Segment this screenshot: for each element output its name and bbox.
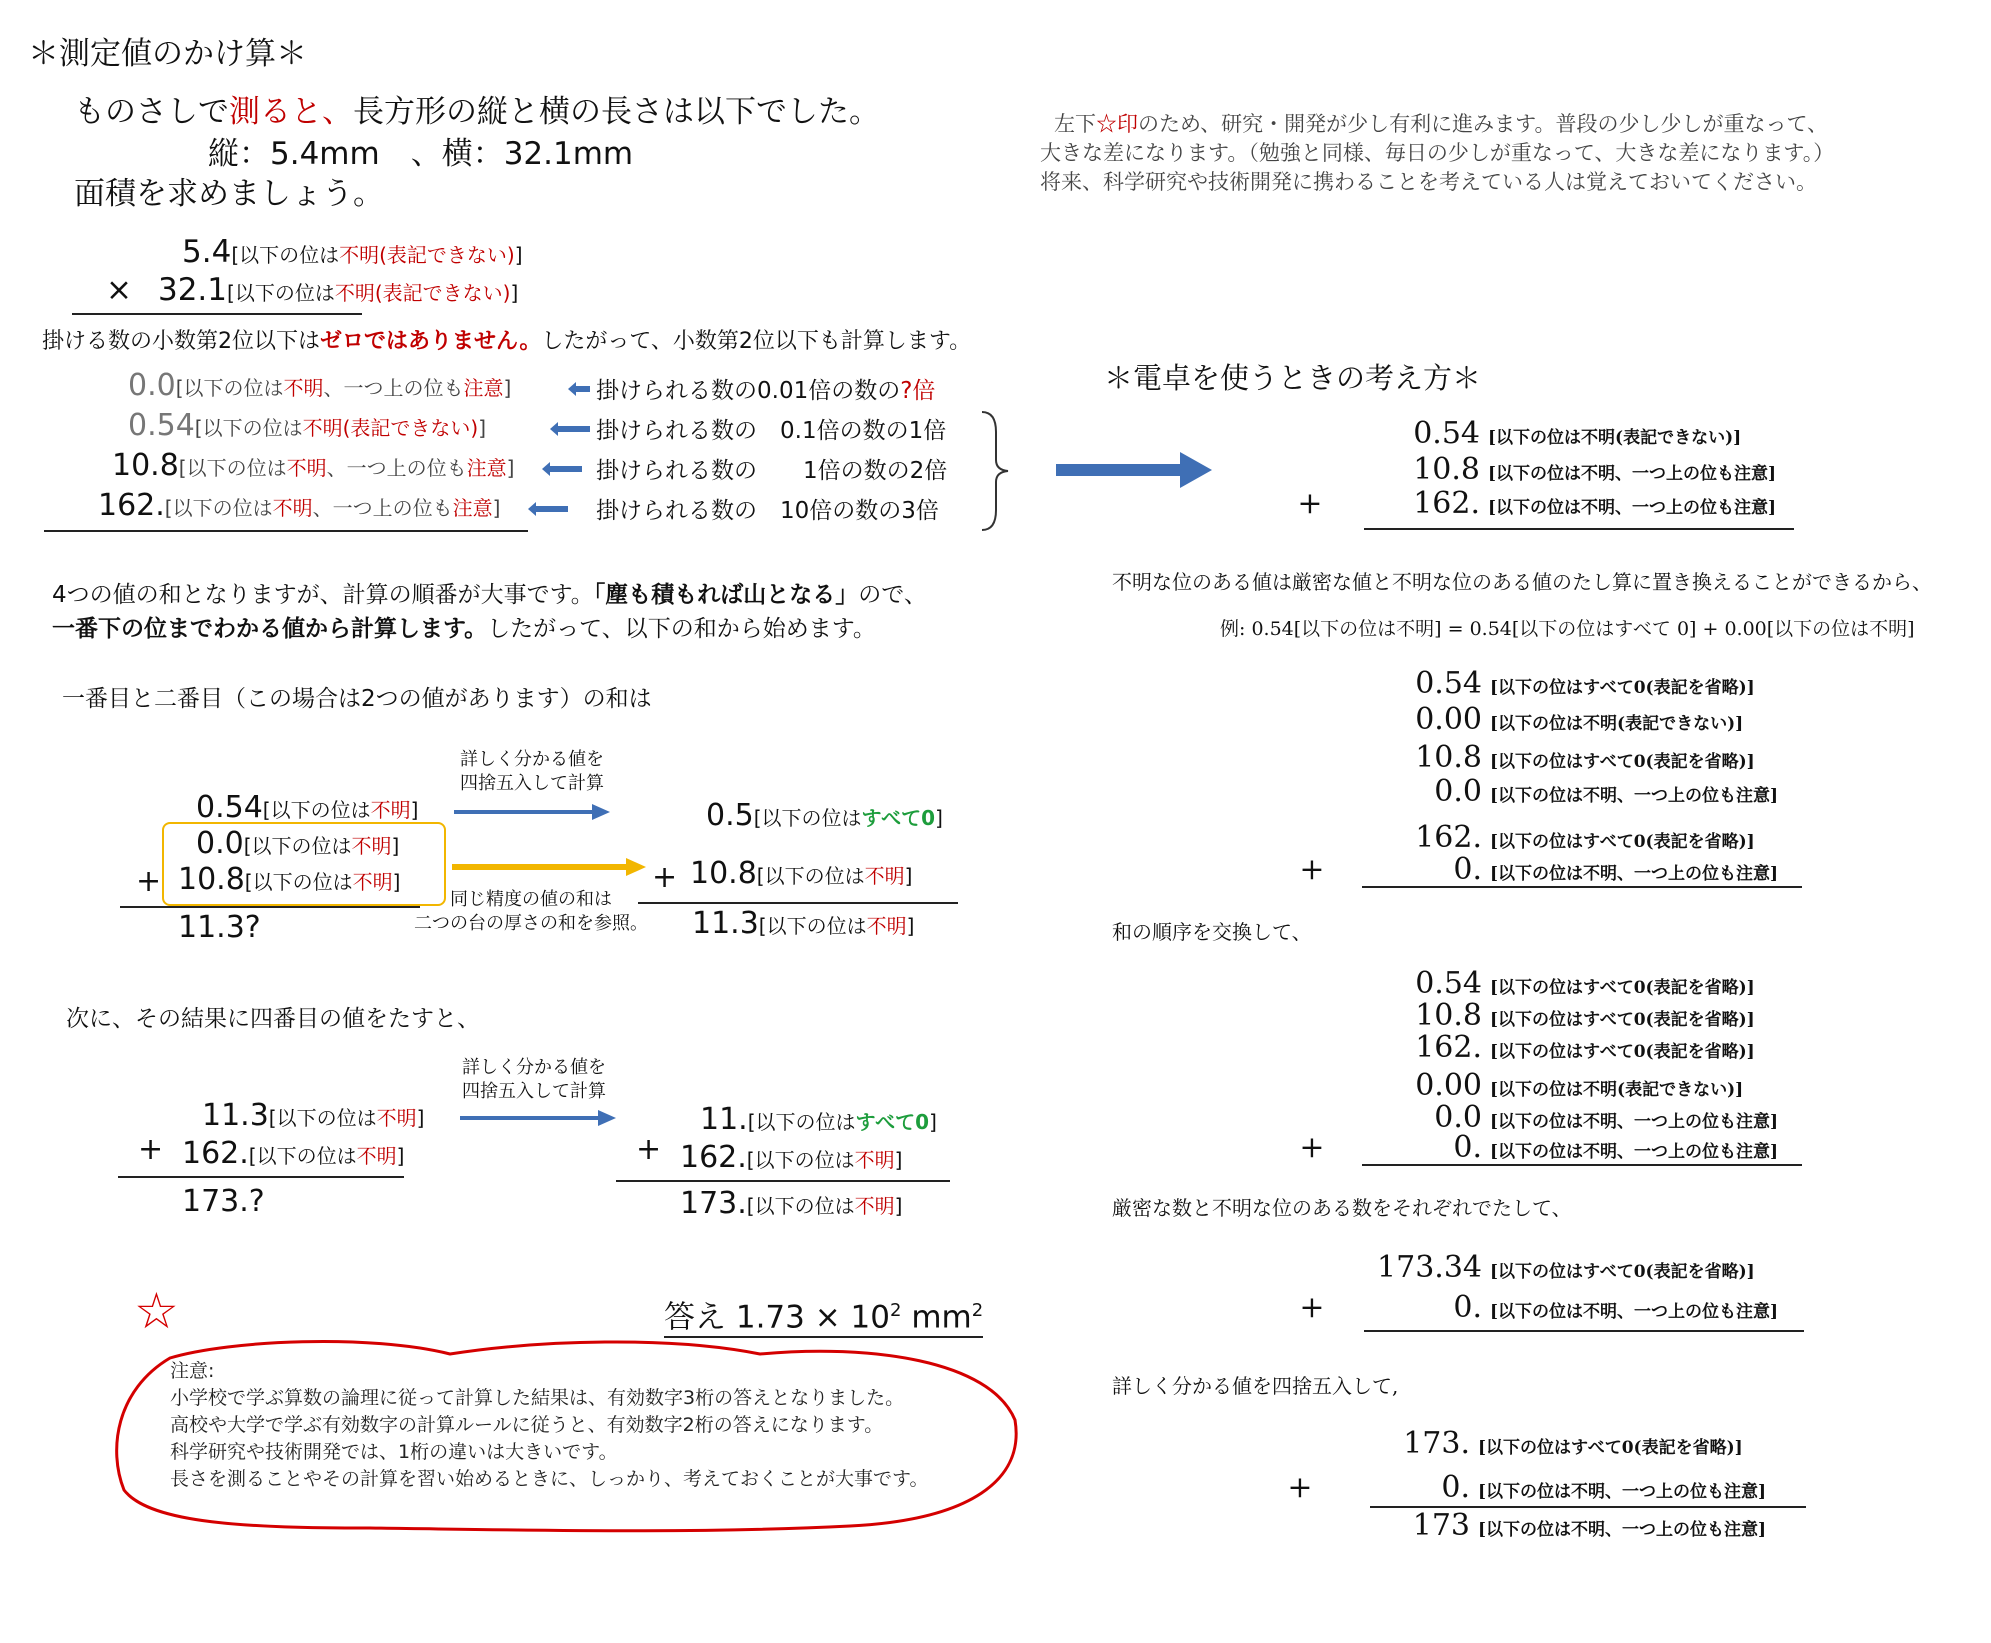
sum-note-colored: すべて0	[855, 1110, 930, 1134]
calc-note: [以下の位はすべて0(表記を省略)]	[1490, 978, 1755, 998]
partial-note-pre: [以下の位は	[175, 376, 284, 400]
right-arrow-icon	[1056, 450, 1212, 490]
sum-value: 10.8	[178, 862, 245, 897]
calc-heading: ＊電卓を使うときの考え方＊	[1104, 361, 1482, 395]
sum-note	[249, 1144, 405, 1168]
step1-arrow1-label-1: 詳しく分かる値を	[460, 749, 604, 770]
partial-description-text: 掛けられる数の 0.1倍の数の1倍	[596, 418, 947, 444]
sum-explain-2	[52, 610, 876, 643]
partial-note-post: ]	[503, 376, 512, 400]
sum-value: 162.	[182, 1136, 249, 1171]
step1-right-result-pre: [以下の位は	[758, 914, 867, 938]
sum-note-pre: [以下の位は	[268, 1106, 377, 1130]
partial-note-pre: [以下の位は	[194, 416, 303, 440]
calc-row	[1282, 852, 1842, 887]
partial-row	[98, 488, 500, 523]
calc-note: [以下の位は不明、一つ上の位も注意]	[1490, 1142, 1779, 1162]
answer-pre: 答え 1.73 × 10	[664, 1299, 891, 1336]
sum-note	[244, 834, 400, 858]
step2-right-result-post: ]	[894, 1194, 903, 1218]
sum-explain-1-pre: 4つの値の和となりますが、計算の順番が大事です。	[52, 582, 594, 608]
sum-note-colored: すべて0	[861, 806, 936, 830]
step2-blue-arrow-icon	[460, 1110, 616, 1126]
sum-explain-1-post: ので、	[858, 582, 927, 608]
partial-description-text: 掛けられる数の0.01倍の数の	[596, 378, 901, 404]
calc-note: [以下の位はすべて0(表記を省略)]	[1490, 678, 1755, 698]
sum-value: 11.3	[202, 1098, 269, 1133]
partial-description-text: 掛けられる数の 1倍の数の2倍	[596, 458, 948, 484]
sum-value: 11.	[700, 1102, 748, 1137]
calc-value: 0.00	[1415, 702, 1482, 737]
calc-value: 0.	[1453, 1290, 1482, 1325]
partial-note-red-2: 注意	[452, 496, 493, 520]
step2-plus: +	[138, 1132, 164, 1167]
sum-row	[196, 826, 399, 861]
partial-note-red: 不明(表記できない)	[302, 416, 479, 440]
mult-b-note-red: 不明(表記できない)	[334, 281, 511, 305]
sum-note	[754, 806, 943, 830]
calc-round-text: 詳しく分かる値を四捨五入して,	[1112, 1374, 1399, 1398]
partial-row	[128, 408, 486, 443]
mult-row-a	[182, 234, 523, 270]
partial-note-red: 不明	[283, 376, 324, 400]
side-note-l1-red: ☆印	[1096, 112, 1138, 136]
caution-line: 科学研究や技術開発では、1桁の違いは大きいです。	[170, 1441, 618, 1463]
sum-note-pre: [以下の位は	[262, 798, 371, 822]
calc-example: 例: 0.54[以下の位は不明] = 0.54[以下の位はすべて 0] + 0.00[以下の位は不明]	[1220, 618, 1915, 640]
calc-underline	[1364, 528, 1794, 530]
step2-right-result-value: 173.	[680, 1186, 747, 1221]
problem-line-3: 面積を求めましょう。	[74, 176, 384, 212]
side-note-line-1	[1040, 110, 1834, 139]
mult-a-note	[231, 243, 522, 267]
side-note-l1-pre: 左下	[1054, 112, 1096, 136]
sum-row	[178, 862, 400, 897]
left-arrow-icon	[528, 502, 568, 516]
side-note-line-2: 大きな差になります。（勉強と同様、毎日の少しが重なって、大きな差になります。）	[1040, 141, 1835, 165]
step1-arrow1-label	[460, 748, 604, 796]
calc-value: 10.8	[1413, 452, 1480, 487]
calc-underline	[1362, 886, 1802, 888]
step2-right-result-pre: [以下の位は	[746, 1194, 855, 1218]
partial-description	[596, 492, 939, 525]
sum-row	[700, 1102, 937, 1137]
mult-b-value: 32.1	[157, 272, 228, 308]
sum-note-colored: 不明	[351, 834, 392, 858]
caution-text	[170, 1358, 928, 1493]
step1-arrow1-label-2: 四捨五入して計算	[460, 773, 604, 794]
step1-right-underline	[638, 902, 958, 904]
sum-note	[757, 864, 913, 888]
sum-note-post: ]	[410, 798, 419, 822]
calc-row	[1282, 820, 1842, 855]
calc-final-note: [以下の位は不明、一つ上の位も注意]	[1478, 1520, 1767, 1540]
calc-note: [以下の位はすべて0(表記を省略)]	[1490, 752, 1755, 772]
step1-heading: 一番目と二番目（この場合は2つの値があります）の和は	[62, 686, 652, 712]
calc-row	[1282, 774, 1842, 809]
sum-note	[263, 798, 419, 822]
mult-a-note-red: 不明(表記できない)	[339, 243, 515, 267]
calc-value: 173.34	[1377, 1250, 1482, 1285]
mult-note-pre: 掛ける数の小数第2位以下は	[42, 329, 320, 354]
sum-note-colored: 不明	[854, 1148, 895, 1172]
calc-sign: +	[1297, 486, 1323, 521]
calc-row	[1282, 998, 1842, 1033]
problem-line-1-post: 長方形の縦と横の長さは以下でした。	[353, 94, 880, 130]
partial-description	[596, 452, 947, 485]
calc-final-value: 173	[1412, 1508, 1470, 1543]
calc-row	[1270, 1426, 1830, 1461]
calc-value: 10.8	[1415, 740, 1482, 775]
partial-note-post: ]	[492, 496, 501, 520]
step1-right-result	[692, 906, 914, 941]
calc-underline	[1364, 1330, 1804, 1332]
sum-explain-1-bold: 「塵も積もれば山となる」	[593, 582, 859, 608]
sum-row	[182, 1136, 404, 1171]
times-sign: ×	[106, 272, 132, 308]
calc-value: 0.	[1441, 1470, 1470, 1505]
sum-value: 162.	[680, 1140, 747, 1175]
calc-note: [以下の位は不明(表記できない)]	[1488, 428, 1742, 448]
calc-note: [以下の位は不明、一つ上の位も注意]	[1488, 464, 1777, 484]
calc-note: [以下の位はすべて0(表記を省略)]	[1490, 1010, 1755, 1030]
sum-explain-2-post: したがって、以下の和から始めます。	[487, 616, 876, 642]
caution-line: 小学校で学ぶ算数の論理に従って計算した結果は、有効数字3桁の答えとなりました。	[170, 1387, 905, 1409]
calc-value: 0.	[1453, 1130, 1482, 1165]
sum-note-post: ]	[392, 870, 401, 894]
calc-sign: +	[1299, 1290, 1325, 1325]
partial-note-mid: 、一つ上の位も	[312, 496, 453, 520]
partial-value: 0.54	[128, 408, 195, 443]
calc-note: [以下の位は不明、一つ上の位も注意]	[1490, 864, 1779, 884]
step1-right-plus: +	[652, 860, 678, 895]
calc-note: [以下の位はすべて0(表記を省略)]	[1478, 1438, 1743, 1458]
calc-value: 173.	[1403, 1426, 1470, 1461]
sum-row	[690, 856, 912, 891]
sum-note-pre: [以下の位は	[244, 870, 353, 894]
calc-final-row	[1270, 1508, 1830, 1543]
caution-line: 注意:	[170, 1360, 215, 1382]
calc-swap-text: 和の順序を交換して、	[1112, 920, 1312, 944]
sum-value: 0.5	[706, 798, 754, 833]
partial-note-red: 不明	[272, 496, 313, 520]
partial-note	[195, 416, 486, 440]
calc-row	[1282, 666, 1842, 701]
calc-note: [以下の位はすべて0(表記を省略)]	[1490, 1262, 1755, 1282]
partial-description	[596, 372, 935, 405]
left-arrow-icon	[568, 382, 590, 396]
calc-note: [以下の位は不明、一つ上の位も注意]	[1478, 1482, 1767, 1502]
calc-row	[1282, 1068, 1842, 1103]
calc-note: [以下の位は不明(表記できない)]	[1490, 1080, 1744, 1100]
step2-arrow-label-1: 詳しく分かる値を	[462, 1057, 606, 1078]
calc-note: [以下の位は不明(表記できない)]	[1490, 714, 1744, 734]
sum-note-pre: [以下の位は	[746, 1148, 855, 1172]
sum-note-pre: [以下の位は	[248, 1144, 357, 1168]
calc-exact-text: 厳密な数と不明な位のある数をそれぞれでたして、	[1112, 1196, 1572, 1220]
partial-note-mid: 、一つ上の位も	[326, 456, 467, 480]
mult-note	[42, 324, 971, 355]
partial-note	[165, 496, 501, 520]
calc-value: 10.8	[1415, 998, 1482, 1033]
mult-b-note-pre: [以下の位は	[227, 281, 335, 305]
step1-right-result-red: 不明	[866, 914, 907, 938]
sum-note-pre: [以下の位は	[747, 1110, 856, 1134]
mult-row-b	[106, 272, 518, 308]
step1-yellow-arrow-icon	[452, 858, 646, 876]
sum-note-post: ]	[935, 806, 943, 830]
calc-row	[1282, 1130, 1842, 1165]
calc-underline	[1362, 1164, 1802, 1166]
calc-value: 0.	[1453, 852, 1482, 887]
step2-heading: 次に、その結果に四番目の値をたすと、	[66, 1006, 480, 1032]
sum-note-pre: [以下の位は	[753, 806, 862, 830]
mult-note-post: したがって、小数第2位以下も計算します。	[541, 329, 972, 354]
sum-note-post: ]	[416, 1106, 425, 1130]
calc-value: 0.54	[1415, 666, 1482, 701]
mult-a-value: 5.4	[182, 234, 232, 270]
sum-explain-2-bold: 一番下の位までわかる値から計算します。	[52, 616, 488, 642]
sum-note-post: ]	[894, 1148, 903, 1172]
brace-icon	[978, 408, 1012, 534]
sum-note-post: ]	[396, 1144, 405, 1168]
sum-note-post: ]	[391, 834, 400, 858]
partial-note-mid: 、一つ上の位も	[323, 376, 464, 400]
sum-note	[748, 1110, 937, 1134]
partial-description-red: ?倍	[900, 378, 936, 404]
step2-arrow-label-2: 四捨五入して計算	[462, 1081, 606, 1102]
side-note-line-3: 将来、科学研究や技術開発に携わることを考えている人は覚えておいてください。	[1040, 170, 1817, 194]
sum-note-colored: 不明	[864, 864, 905, 888]
calc-row	[1280, 486, 1840, 521]
partial-note-pre: [以下の位は	[178, 456, 287, 480]
sum-note-pre: [以下の位は	[243, 834, 352, 858]
side-note	[1040, 110, 1834, 197]
step2-left-underline	[118, 1176, 404, 1178]
calc-value: 0.0	[1434, 1100, 1482, 1135]
calc-row	[1280, 416, 1840, 451]
left-arrow-icon	[542, 462, 582, 476]
partial-value: 10.8	[112, 448, 179, 483]
calc-value: 0.54	[1415, 966, 1482, 1001]
calc-note: [以下の位はすべて0(表記を省略)]	[1490, 1042, 1755, 1062]
answer-unit: mm	[901, 1299, 972, 1336]
calc-value: 162.	[1415, 1030, 1482, 1065]
calc-row	[1282, 1250, 1842, 1285]
sum-row	[680, 1140, 902, 1175]
mult-a-note-pre: [以下の位は	[231, 243, 340, 267]
sum-note-pre: [以下の位は	[756, 864, 865, 888]
sum-row	[706, 798, 943, 833]
calc-row	[1280, 452, 1840, 487]
step2-right-plus: +	[636, 1132, 662, 1167]
partial-description-text: 掛けられる数の 10倍の数の3倍	[596, 498, 939, 524]
step1-arrow2-label-2: 二つの台の厚さの和を参照。	[414, 913, 648, 934]
sum-note-colored: 不明	[376, 1106, 417, 1130]
problem-line-1	[74, 86, 880, 131]
partial-note-red-2: 注意	[466, 456, 507, 480]
caution-line: 高校や大学で学ぶ有効数字の計算ルールに従うと、有効数字2桁の答えになります。	[170, 1414, 884, 1436]
partial-note-pre: [以下の位は	[164, 496, 273, 520]
mult-underline	[72, 313, 362, 315]
calc-value: 162.	[1413, 486, 1480, 521]
problem-line-1-red: 測ると、	[229, 94, 353, 130]
partial-note-post: ]	[506, 456, 515, 480]
side-note-l1-post: のため、研究・開発が少し有利に進みます。普段の少し少しが重なって、	[1138, 112, 1829, 136]
caution-line: 長さを測ることやその計算を習い始めるときに、しっかり、考えておくことが大事です。	[170, 1468, 929, 1490]
calc-row	[1282, 702, 1842, 737]
mult-b-note	[227, 281, 518, 305]
partial-note-post: ]	[478, 416, 487, 440]
step2-right-result	[680, 1186, 902, 1221]
sum-note-colored: 不明	[370, 798, 411, 822]
calc-row	[1282, 740, 1842, 775]
partials-underline	[44, 530, 528, 532]
sum-note	[269, 1106, 425, 1130]
sum-note	[747, 1148, 903, 1172]
mult-note-red: ゼロではありません。	[320, 329, 542, 354]
sum-note-post: ]	[904, 864, 913, 888]
step2-left-result: 173.?	[182, 1184, 265, 1219]
partial-note-red: 不明	[286, 456, 327, 480]
step1-right-result-post: ]	[906, 914, 915, 938]
calc-value: 162.	[1415, 820, 1482, 855]
sum-row	[196, 790, 418, 825]
sum-value: 10.8	[690, 856, 757, 891]
partial-row	[112, 448, 514, 483]
calc-row	[1282, 1290, 1842, 1325]
problem-line-1-pre: ものさしで	[74, 94, 229, 130]
partial-value: 162.	[98, 488, 165, 523]
page-title: ＊測定値のかけ算＊	[28, 36, 307, 72]
sum-note-post: ]	[929, 1110, 937, 1134]
step1-left-underline	[120, 906, 420, 908]
step1-arrow2-label-1: 同じ精度の値の和は	[450, 889, 612, 910]
calc-row	[1282, 1030, 1842, 1065]
sum-explain-1	[52, 576, 927, 609]
calc-row	[1270, 1470, 1830, 1505]
partial-note-red-2: 注意	[463, 376, 504, 400]
step1-plus: +	[136, 864, 162, 899]
problem-line-2: 縦：5.4mm 、横：32.1mm	[208, 136, 634, 172]
answer-exp: 2	[890, 1300, 902, 1321]
calc-value: 0.0	[1434, 774, 1482, 809]
calc-value: 0.54	[1413, 416, 1480, 451]
calc-note: [以下の位は不明、一つ上の位も注意]	[1490, 1112, 1779, 1132]
partial-note	[176, 376, 512, 400]
calc-note: [以下の位は不明、一つ上の位も注意]	[1490, 786, 1779, 806]
sum-note-colored: 不明	[352, 870, 393, 894]
left-arrow-icon	[550, 422, 590, 436]
sum-value: 0.54	[196, 790, 263, 825]
step1-right-result-value: 11.3	[692, 906, 759, 941]
calc-sign: +	[1299, 1130, 1325, 1165]
answer-unit-exp: 2	[971, 1300, 984, 1321]
calc-value: 0.00	[1415, 1068, 1482, 1103]
calc-note: [以下の位は不明、一つ上の位も注意]	[1490, 1302, 1779, 1322]
calc-sign: +	[1299, 852, 1325, 887]
sum-row	[202, 1098, 424, 1133]
calc-row	[1282, 966, 1842, 1001]
star-icon: ☆	[134, 1282, 179, 1340]
step1-blue-arrow-icon	[454, 804, 610, 820]
calc-sign: +	[1287, 1470, 1313, 1505]
step1-left-result: 11.3?	[178, 910, 261, 945]
step2-right-underline	[616, 1180, 950, 1182]
sum-note	[245, 870, 401, 894]
calc-note: [以下の位はすべて0(表記を省略)]	[1490, 832, 1755, 852]
partial-value: 0.0	[128, 368, 176, 403]
sum-note-colored: 不明	[356, 1144, 397, 1168]
partial-note	[179, 456, 515, 480]
step2-right-result-red: 不明	[854, 1194, 895, 1218]
sum-value: 0.0	[196, 826, 244, 861]
calc-replace-text: 不明な位のある値は厳密な値と不明な位のある値のたし算に置き換えることができるから、	[1112, 570, 1932, 594]
calc-note: [以下の位は不明、一つ上の位も注意]	[1488, 498, 1777, 518]
partial-description	[596, 412, 946, 445]
partial-row	[128, 368, 511, 403]
step1-arrow2-label	[414, 888, 648, 936]
mult-b-note-post: ]	[510, 281, 519, 305]
step2-arrow-label	[462, 1056, 606, 1104]
mult-a-note-post: ]	[514, 243, 523, 267]
